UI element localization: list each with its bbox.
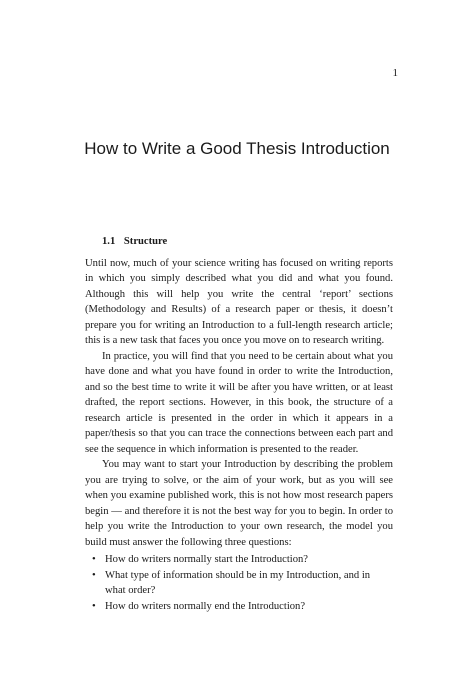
bullet-icon: • — [92, 569, 96, 581]
paragraph: You may want to start your Introduction by describing the problem you are trying to solve, or the aim of your work, but as you will see when you examine published work, this is not how most research papers begin — and therefore it is not the best way for you to begin. In order to help you write the Introduction to your own research, the model you build must answer the following three questions: — [85, 459, 393, 548]
paragraph: Until now, much of your science writing has focused on writing reports in which you simply described what you did and what you found. Although this will help you write the central ‘report’ sections (Methodology and Results) of a research paper or thesis, it doesn’t prepare you for writing an Introduction to a full-length research article; this is a new task that faces you once you move on to research writing. — [85, 257, 393, 346]
list-item — [85, 552, 393, 568]
section-heading — [85, 234, 393, 250]
question-text: How do writers normally start the Introduction? — [105, 554, 308, 565]
bullet-icon: • — [92, 600, 96, 612]
list-item — [85, 599, 393, 615]
page-number: 1 — [392, 67, 398, 79]
paragraph: In practice, you will find that you need to be certain about what you have done and what you have found in order to write the Introduction, and so the best time to write it will be after you have written, or at least drafted, the report sections. However, in this book, the structure of a research article is presented in the order in which it appears in a paper/thesis so that you can trace the connections between each part and see the sequence in which information is presented to the reader. — [85, 350, 393, 455]
chapter-title: How to Write a Good Thesis Introduction — [84, 139, 390, 158]
section-title: Structure — [123, 236, 168, 247]
question-text: What type of information should be in my Introduction, and in what order? — [105, 569, 371, 596]
section-number: 1.1 — [102, 236, 116, 247]
list-item — [85, 568, 393, 599]
bullet-icon: • — [92, 554, 96, 565]
question-text: How do writers normally end the Introduction? — [105, 600, 306, 612]
question-list — [85, 552, 393, 614]
page-body — [85, 234, 393, 614]
